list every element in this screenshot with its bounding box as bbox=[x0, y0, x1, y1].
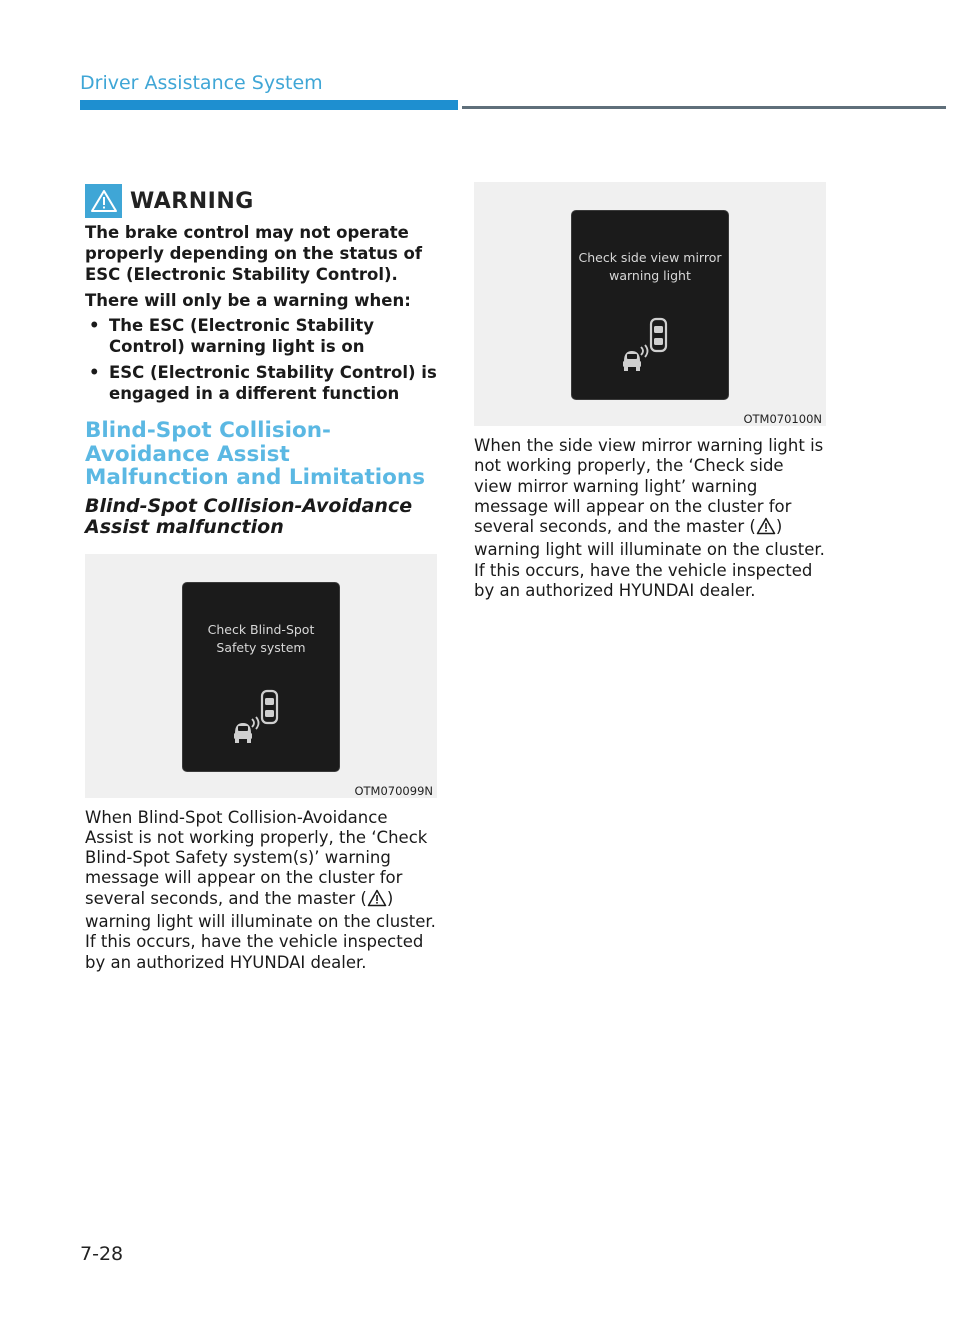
blind-spot-vehicles-icon bbox=[231, 689, 291, 749]
warning-title: WARNING bbox=[130, 188, 254, 214]
section-heading: Blind-Spot Collision-Avoidance Assist Malfunction and Limitations bbox=[85, 418, 426, 490]
warning-header bbox=[85, 183, 440, 219]
figure-code: OTM070100N bbox=[743, 412, 822, 426]
cluster-display bbox=[571, 210, 729, 400]
body-text-after: ) warning light will illuminate on the cluster. If this occurs, have the vehicle inspected by an authorized HYUNDAI dealer. bbox=[85, 888, 436, 972]
warning-bullet: • The ESC (Electronic Stability Control) warning light is on bbox=[85, 315, 440, 357]
warning-paragraph: The brake control may not operate properly depending on the status of ESC (Electronic Stability Control). bbox=[85, 223, 423, 284]
cluster-figure bbox=[85, 554, 437, 798]
warning-paragraph: There will only be a warning when: bbox=[85, 291, 411, 310]
section-header-title: Driver Assistance System bbox=[80, 72, 323, 94]
cluster-figure bbox=[474, 182, 826, 426]
blind-spot-vehicles-icon bbox=[620, 317, 680, 377]
cluster-display bbox=[182, 582, 340, 772]
cluster-message: Check side view mirror warning light bbox=[578, 250, 722, 283]
warning-bullet-list bbox=[85, 315, 440, 404]
master-warning-icon bbox=[367, 889, 387, 912]
right-column bbox=[474, 182, 826, 601]
subsection-heading: Blind-Spot Collision-Avoidance Assist malfunction bbox=[85, 494, 413, 538]
master-warning-icon bbox=[756, 517, 776, 540]
page-number: 7-28 bbox=[80, 1243, 124, 1265]
warning-bullet: • ESC (Electronic Stability Control) is engaged in a different function bbox=[85, 362, 440, 404]
body-text-before: When Blind-Spot Collision-Avoidance Assist is not working properly, the ‘Check Blind-Spot Safety system(s)’ warning message will appear on the cluster for several seconds, and the master ( bbox=[85, 807, 428, 908]
body-text-after: ) warning light will illuminate on the cluster. If this occurs, have the vehicle inspected by an authorized HYUNDAI dealer. bbox=[474, 517, 825, 601]
header-rule bbox=[462, 106, 946, 109]
cluster-message: Check Blind-Spot Safety system bbox=[207, 621, 315, 655]
figure-code: OTM070099N bbox=[354, 783, 433, 798]
left-column bbox=[85, 183, 440, 973]
warning-triangle-icon bbox=[85, 184, 122, 218]
body-text-before: When the side view mirror warning light is not working properly, the ‘Check side view mirror warning light’ warning message will appear on the cluster for several seconds, and the master ( bbox=[474, 436, 824, 537]
body-paragraph bbox=[474, 436, 826, 601]
header-accent-bar bbox=[80, 100, 458, 110]
body-paragraph bbox=[85, 808, 440, 973]
